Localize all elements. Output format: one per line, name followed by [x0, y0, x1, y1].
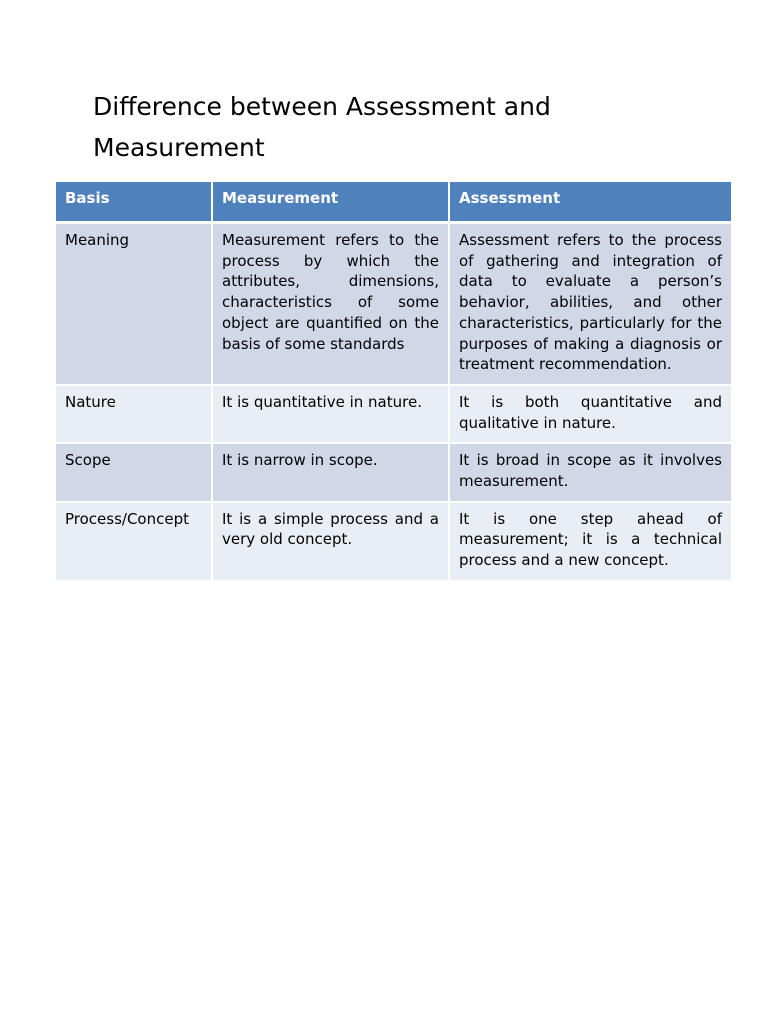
document-title: Difference between Assessment and Measurement	[93, 92, 551, 162]
cell-basis: Nature	[56, 385, 212, 443]
cell-measurement: It is narrow in scope.	[212, 443, 449, 501]
header-basis: Basis	[56, 182, 212, 223]
table-row-nature	[56, 385, 731, 443]
table-row-scope	[56, 443, 731, 501]
cell-basis: Scope	[56, 443, 212, 501]
cell-measurement: Measurement refers to the process by which the attributes, dimensions, characteristics of some object are quantified on the basis of some standards	[212, 223, 449, 385]
header-assessment: Assessment	[449, 182, 731, 223]
comparison-table	[56, 182, 731, 582]
cell-basis: Meaning	[56, 223, 212, 385]
cell-assessment: It is both quantitative and qualitative in nature.	[449, 385, 731, 443]
cell-measurement: It is quantitative in nature.	[212, 385, 449, 443]
header-measurement: Measurement	[212, 182, 449, 223]
cell-assessment: It is one step ahead of measurement; it is a technical process and a new concept.	[449, 502, 731, 581]
cell-measurement: It is a simple process and a very old concept.	[212, 502, 449, 581]
cell-assessment: Assessment refers to the process of gathering and integration of data to evaluate a person’s behavior, abilities, and other characteristics, particularly for the purposes of making a diagnosis or treatment recommendation.	[449, 223, 731, 385]
table-header-row	[56, 182, 731, 223]
cell-assessment: It is broad in scope as it involves measurement.	[449, 443, 731, 501]
table-row-meaning	[56, 223, 731, 385]
table-row-process-concept	[56, 502, 731, 581]
cell-basis: Process/Concept	[56, 502, 212, 581]
